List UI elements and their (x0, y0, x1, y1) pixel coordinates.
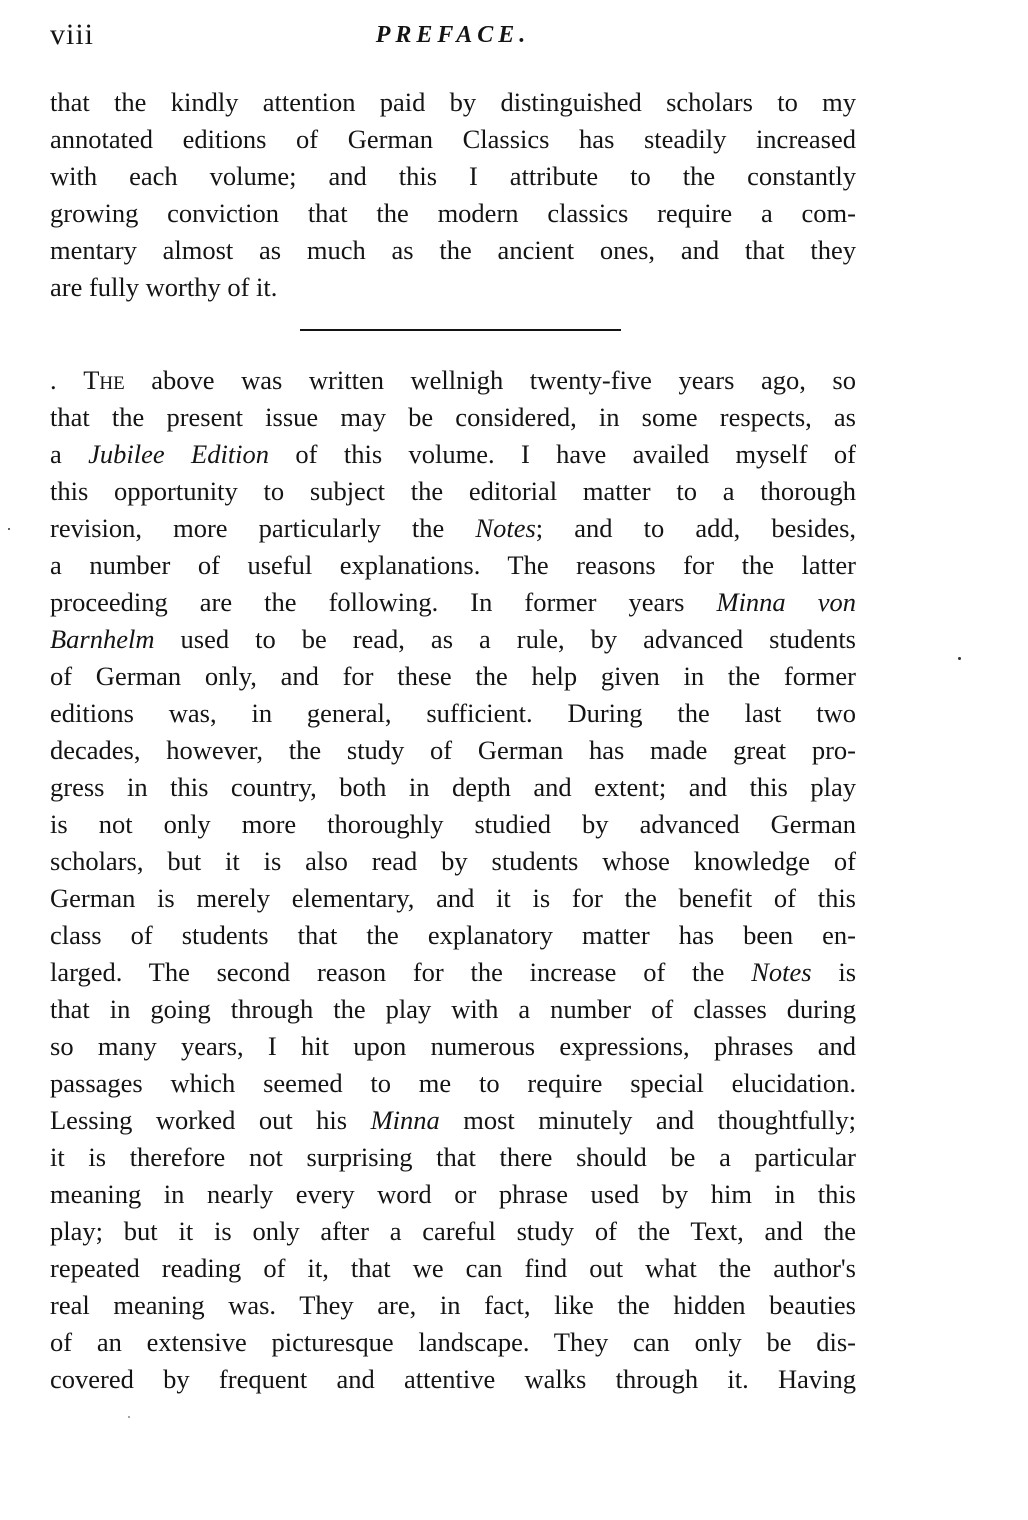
text-span: a (50, 439, 62, 469)
text-line: passages which seemed to me to require special elucidation. (50, 1068, 856, 1098)
scan-speck (958, 657, 961, 660)
lead-mark: . (50, 365, 57, 395)
text-line: so many years, I hit upon numerous expressions, phrases and (50, 1031, 856, 1061)
text-line (50, 621, 856, 658)
text-line: that the present issue may be considered, in some respects, as (50, 402, 856, 432)
text-line: it is therefore not surprising that there should be a particular (50, 1142, 856, 1172)
scan-speck (8, 528, 10, 530)
text-span: revision, more particularly the (50, 513, 445, 543)
text-line: growing conviction that the modern classics require a com- (50, 198, 856, 228)
text-line (50, 954, 856, 991)
text-line: this opportunity to subject the editorial matter to a thorough (50, 476, 856, 506)
scan-speck (128, 1416, 130, 1418)
text-line: with each volume; and this I attribute to the constantly (50, 161, 856, 191)
text-line: of German only, and for these the help given in the former (50, 661, 856, 691)
text-line: a number of useful explanations. The reasons for the latter (50, 550, 856, 580)
text-line: play; but it is only after a careful study of the Text, and the (50, 1216, 856, 1246)
text-span: most minutely and thoughtfully; (463, 1105, 857, 1135)
text-line: that the kindly attention paid by distinguished scholars to my (50, 87, 856, 117)
text-line: annotated editions of German Classics has steadily increased (50, 124, 856, 154)
text-line: class of students that the explanatory matter has been en- (50, 920, 856, 950)
italic-span: Barnhelm (50, 624, 155, 654)
section-divider (300, 329, 621, 331)
text-line: that in going through the play with a number of classes during (50, 994, 856, 1024)
page-header (50, 18, 856, 58)
text-line (50, 362, 856, 399)
text-line: gress in this country, both in depth and extent; and this play (50, 772, 856, 802)
text-span: Lessing worked out his (50, 1105, 348, 1135)
text-line: of an extensive picturesque landscape. They can only be dis- (50, 1327, 856, 1357)
text-span: is (838, 957, 857, 987)
text-line (50, 436, 856, 473)
text-line: editions was, in general, sufficient. During the last two (50, 698, 856, 728)
text-span: of this volume. I have availed myself of (295, 439, 857, 469)
text-line: repeated reading of it, that we can find out what the author's (50, 1253, 856, 1283)
text-line: decades, however, the study of German has made great pro- (50, 735, 856, 765)
italic-span: Notes (475, 513, 536, 543)
text-line (50, 584, 856, 621)
text-span: used to be read, as a rule, by advanced students (180, 624, 856, 654)
opening-word: The (83, 365, 125, 395)
italic-span: Notes (751, 957, 812, 987)
text-line (50, 510, 856, 547)
text-line: is not only more thoroughly studied by advanced German (50, 809, 856, 839)
text-line: scholars, but it is also read by students whose knowledge of (50, 846, 856, 876)
text-line: mentary almost as much as the ancient ones, and that they (50, 235, 856, 265)
text-line (50, 1102, 856, 1139)
text-line: real meaning was. They are, in fact, like the hidden beauties (50, 1290, 856, 1320)
text-span: larged. The second reason for the increase of the (50, 957, 725, 987)
text-span: proceeding are the following. In former years (50, 587, 685, 617)
italic-span: Minna von (716, 587, 856, 617)
text-line: are fully worthy of it. (50, 272, 278, 302)
italic-span: Jubilee Edition (88, 439, 270, 469)
page-number: viii (50, 18, 95, 51)
text-line: German is merely elementary, and it is for the benefit of this (50, 883, 856, 913)
text-span: above was written wellnigh twenty-five years ago, so (151, 365, 856, 395)
text-span: ; and to add, besides, (535, 513, 857, 543)
text-line: covered by frequent and attentive walks through it. Having (50, 1364, 856, 1394)
italic-span: Minna (370, 1105, 440, 1135)
text-line: meaning in nearly every word or phrase used by him in this (50, 1179, 856, 1209)
running-title: PREFACE. (375, 22, 531, 48)
